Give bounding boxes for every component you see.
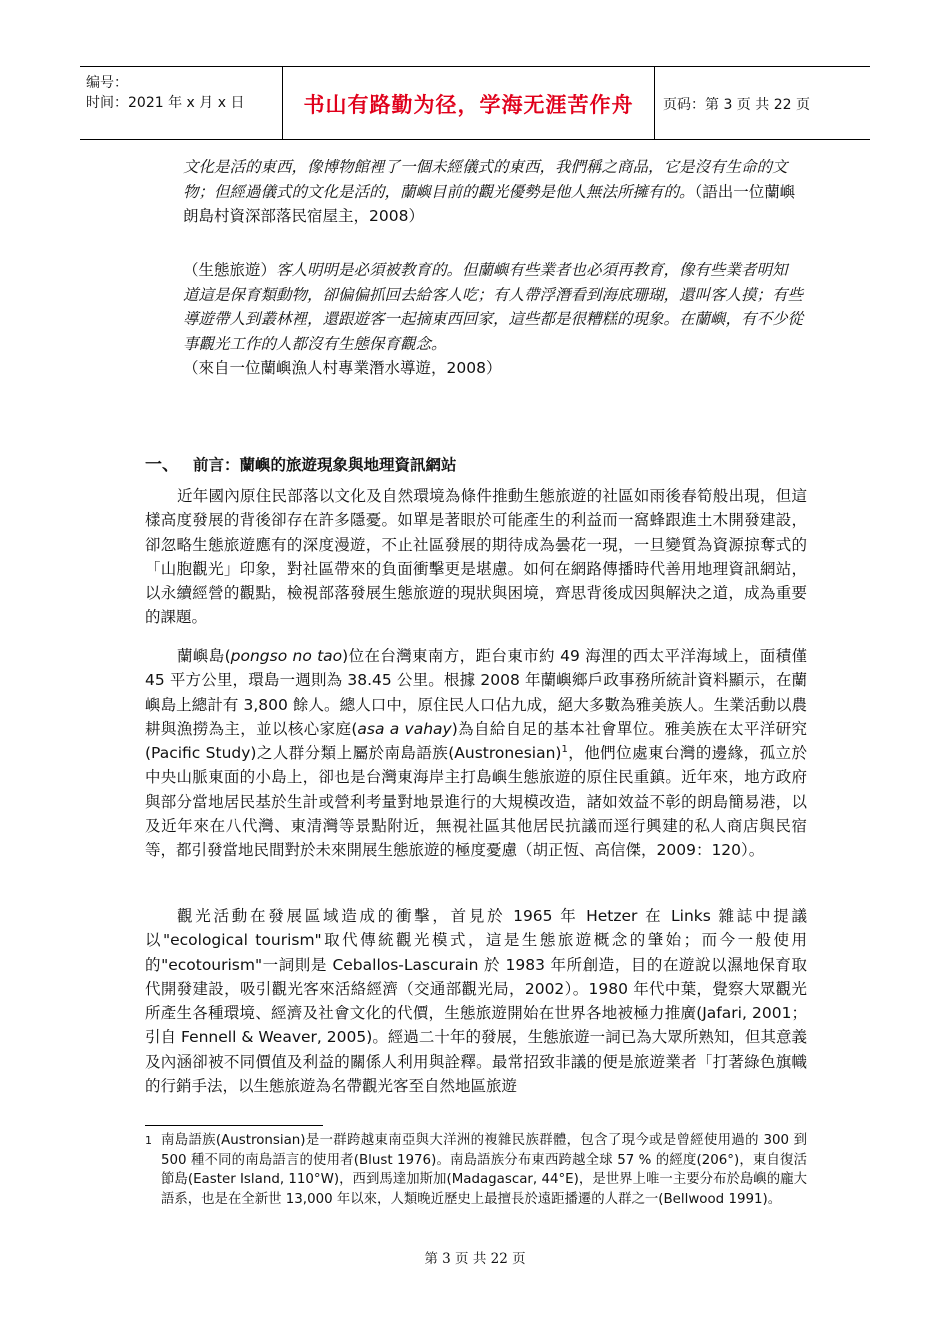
para2-term-pongso: pongso no tao — [230, 647, 343, 665]
para2-term-asa: asa a vahay — [357, 719, 452, 738]
footnote — [145, 1131, 807, 1209]
section-heading — [145, 450, 807, 475]
header-meta — [80, 67, 283, 139]
quote-block-1 — [145, 155, 807, 229]
paragraph-1 — [145, 484, 807, 630]
para2-part4: ，他們位處東台灣的邊緣，孤立於中央山脈東面的小島上，卻也是台灣東海岸主打島嶼生態旅遊的原住民重鎮。近年來，地方政府與部分當地居民基於生計或營利考量對地景進行的大規模改造，諸如效益不彰的朗島簡易港，以及近年來在八代灣、東清灣等景點附近，無視社區其他居民抗議而逕行興建的私人商店與民宿等，都引發當地民間對於未來開展生態旅遊的極度憂慮（胡正恆、高信傑，2009：120）。 — [145, 744, 807, 860]
quote-block-2 — [145, 258, 807, 381]
page-footer: 第 3 页 共 22 页 — [424, 1251, 526, 1267]
quote-2-prefix: （生態旅遊） — [183, 261, 277, 279]
section-title: 前言：蘭嶼的旅遊現象與地理資訊網站 — [193, 456, 457, 474]
quote-2-text: 客人明明是必須被教育的。但蘭嶼有些業者也必須再教育，像有些業者明知道這是保育類動物，卻偏偏抓回去給客人吃；有人帶浮潛看到海底珊瑚，還叫客人摸；有些導遊帶人到叢林裡，還跟遊客一起摘東西回家，這些都是很糟糕的現象。在蘭嶼，有不少從事觀光工作的人都沒有生態保育觀念。 — [183, 261, 804, 353]
paragraph-2 — [145, 644, 807, 863]
footnote-mark: 1 — [145, 1134, 152, 1147]
doc-date-label: 时间：2021 年 x 月 x 日 — [86, 95, 245, 111]
body-paragraph: 觀光活動在發展區域造成的衝擊，首見於 1965 年 Hetzer 在 Links 雜誌中提議以"ecological tourism"取代傳統觀光模式，這是生態旅遊概念的肇始；而今一般使用的"ecotourism"一詞則是 Ceballos-Lascurain 於 1983 年所創造，目的在遊說以濕地保育取代開發建設，吸引觀光客來活絡經濟（交通部觀光局，2002）。1980 年代中葉，覺察大眾觀光所產生各種環境、經濟及社會文化的代價，生態旅遊開始在世界各地被極力推廣(Jafari, 2001；引自 Fennell & Weaver, 2005)。經過二十年的發展，生態旅遊一詞已為大眾所熟知，但其意義及內涵卻被不同價值及利益的關係人利用與詮釋。最常招致非議的便是旅遊業者「打著綠色旗幟的行銷手法，以生態旅遊為名帶觀光客至自然地區旅遊 — [145, 907, 807, 1096]
quote-1-text: 文化是活的東西，像博物館裡了一個未經儀式的東西，我們稱之商品，它是沒有生命的文物；但經過儀式的文化是活的，蘭嶼目前的觀光優勢是他人無法所擁有的。 — [183, 158, 788, 201]
header-page-label: 页码：第 3 页 共 22 页 — [663, 97, 810, 113]
footnote-divider — [145, 1125, 323, 1126]
section-number: 一、 — [145, 455, 179, 475]
page-header — [80, 66, 870, 140]
header-motto: 书山有路勤为径，学海无涯苦作舟 — [283, 67, 655, 139]
footnote-ref[interactable]: 1 — [561, 744, 568, 756]
quote-2-source: （來自一位蘭嶼漁人村專業潛水導遊，2008） — [183, 359, 502, 377]
body-paragraph: 近年國內原住民部落以文化及自然環境為條件推動生態旅遊的社區如雨後春筍般出現，但這樣高度發展的背後卻存在許多隱憂。如單是著眼於可能產生的利益而一窩蜂跟進土木開發建設，卻忽略生態旅遊應有的深度漫遊，不止社區發展的期待成為曇花一現，一旦變質為資源掠奪式的「山胞觀光」印象，對社區帶來的負面衝擊更是堪慮。如何在網路傳播時代善用地理資訊網站，以永續經營的觀點，檢視部落發展生態旅遊的現狀與困境，齊思背後成因與解決之道，成為重要的課題。 — [145, 487, 807, 627]
paragraph-3 — [145, 904, 807, 1098]
doc-number-label: 编号： — [86, 75, 128, 91]
para2-part2: )位在台灣東南方，距台東市約 49 海浬的西太平洋海域上，面積僅 45 平方公里，環島一週則為 38.45 公里。根據 2008 年蘭嶼鄉戶政事務所統計資料顯示，在蘭嶼島上總計有 3,800 餘人。總人口中，原住民人口佔九成，絕大多數為雅美族人。生業活動以農耕與漁撈為主，並以核心家庭( — [145, 647, 807, 738]
para2-part1: 蘭嶼島( — [177, 647, 231, 665]
para2-part3: )為自給自足的基本社會單位。雅美族在太平洋研究(Pacific Study)之人群分類上屬於南島語族(Austronesian) — [145, 719, 807, 763]
footnote-text: 南島語族(Austronsian)是一群跨越東南亞與大洋洲的複雜民族群體，包含了現今或是曾經使用過的 300 到 500 種不同的南島語言的使用者(Blust 1976)。南島語族分布東西跨越全球 57 % 的經度(206°)，東自復活節島(Easter Island, 110°W)，西到馬達加斯加(Madagascar, 44°E)，是世界上唯一主要分布於島嶼的龐大語系，也是在全新世 13,000 年以來，人類晚近歷史上最擅長於遠距播遷的人群之一(Bellwood 1991)。 — [161, 1133, 807, 1207]
quote-1-source: （語出一位蘭嶼朗島村資深部落民宿屋主，2008） — [183, 182, 796, 225]
body-paragraph — [145, 644, 807, 863]
